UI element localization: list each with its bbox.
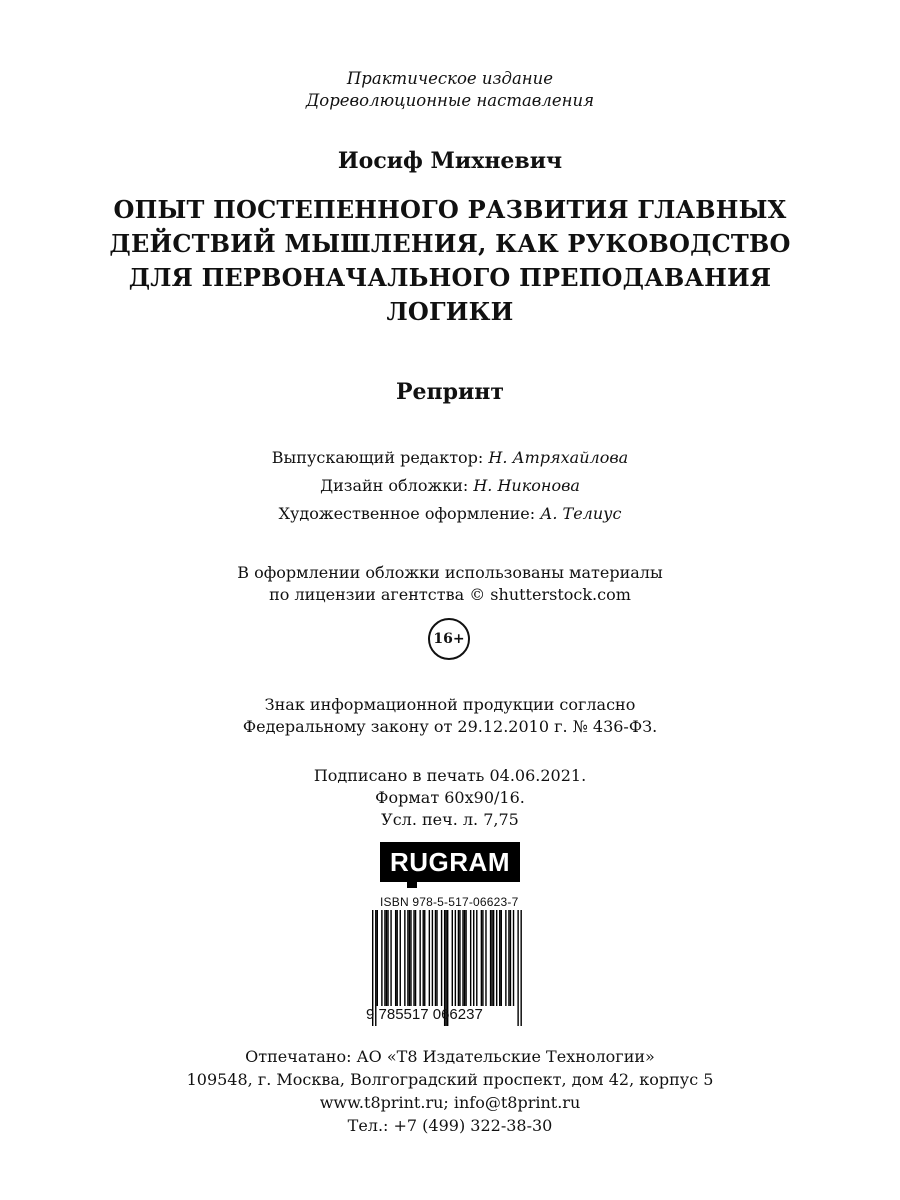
barcode-bar	[473, 910, 474, 1006]
barcode-bar	[517, 910, 518, 1026]
barcode-bar	[481, 910, 482, 1006]
credit-row	[0, 500, 900, 528]
barcode-bar	[465, 910, 466, 1006]
barcode-bar	[464, 910, 465, 1006]
credit-role: Дизайн обложки:	[320, 476, 474, 495]
age-rating-badge: 16+	[428, 618, 470, 660]
barcode-bar	[435, 910, 436, 1006]
author-name: Иосиф Михневич	[337, 148, 563, 174]
barcode-bar	[395, 910, 396, 1006]
barcode-bar	[423, 910, 424, 1006]
barcode-bar	[491, 910, 492, 1006]
barcode-bar	[436, 910, 437, 1006]
barcode-bar	[410, 910, 411, 1006]
barcode-bar	[390, 910, 391, 1006]
credits-block	[0, 444, 900, 528]
barcode-bar	[387, 910, 388, 1006]
series-line: Дореволюционные наставления	[305, 91, 595, 110]
barcode-bar	[404, 910, 405, 1006]
barcode-bar	[520, 910, 521, 1026]
printer-info	[0, 1045, 900, 1137]
barcode-bar	[505, 910, 506, 1006]
barcode-bar	[413, 910, 414, 1006]
credit-role: Выпускающий редактор:	[271, 448, 489, 467]
barcode-bar	[424, 910, 425, 1006]
note-line: В оформлении обложки использованы материалы	[237, 563, 663, 582]
title-line: ОПЫТ ПОСТЕПЕННОГО РАЗВИТИЯ ГЛАВНЫХ	[113, 195, 787, 224]
barcode-bar	[482, 910, 483, 1006]
barcode-bar	[510, 910, 511, 1006]
barcode-bar	[508, 910, 509, 1006]
reprint-label: Репринт	[395, 379, 505, 405]
law-note	[0, 694, 900, 738]
barcode-bar	[501, 910, 502, 1006]
credit-name: А. Телиус	[540, 504, 622, 523]
barcode-bar	[485, 910, 486, 1006]
barcode-bar	[490, 910, 491, 1006]
note-line: Федеральному закону от 29.12.2010 г. № 436-ФЗ.	[242, 717, 658, 736]
barcode-bar	[381, 910, 382, 1006]
publisher-logo-tab	[407, 880, 417, 888]
barcode-digits: 9 785517 066237	[366, 1006, 483, 1023]
barcode-bar	[459, 910, 460, 1006]
barcode-bar	[513, 910, 514, 1006]
barcode-bar	[493, 910, 494, 1006]
note-line: Знак информационной продукции согласно	[264, 695, 636, 714]
barcode-bar	[396, 910, 397, 1006]
barcode-bar	[455, 910, 456, 1006]
barcode-bar	[415, 910, 416, 1006]
publisher-logo: RUGRAM	[380, 842, 520, 882]
barcode-bar	[462, 910, 463, 1006]
barcode-bar	[386, 910, 387, 1006]
barcode-bar	[452, 910, 453, 1006]
print-info	[0, 765, 900, 831]
book-title	[0, 193, 900, 329]
series-line: Практическое издание	[346, 69, 554, 88]
barcode-bar	[377, 910, 378, 1006]
cover-license-note	[0, 562, 900, 606]
barcode-bar	[407, 910, 408, 1006]
printer-name: Отпечатано: АО «Т8 Издательские Технологии»	[245, 1047, 655, 1066]
printer-phone: Тел.: +7 (499) 322-38-30	[347, 1116, 553, 1135]
isbn-label: ISBN 978-5-517-06623-7	[380, 895, 519, 909]
print-signed: Подписано в печать 04.06.2021.	[313, 766, 587, 785]
barcode-bar	[429, 910, 430, 1006]
barcode-bar	[400, 910, 401, 1006]
printer-web: www.t8print.ru; info@t8print.ru	[319, 1093, 581, 1112]
barcode-bar	[476, 910, 477, 1006]
credit-role: Художественное оформление:	[278, 504, 541, 523]
credit-row	[0, 444, 900, 472]
barcode-bar	[470, 910, 471, 1006]
barcode-bar	[441, 910, 442, 1006]
barcode-bar	[458, 910, 459, 1006]
barcode-bar	[496, 910, 497, 1006]
barcode-bar	[499, 910, 500, 1006]
title-line: ЛОГИКИ	[386, 297, 514, 326]
barcode-bar	[432, 910, 433, 1006]
barcode-bar	[384, 910, 385, 1006]
print-format: Формат 60x90/16.	[375, 788, 525, 807]
series-block	[0, 68, 900, 112]
printer-address: 109548, г. Москва, Волгоградский проспект, дом 42, корпус 5	[186, 1070, 714, 1089]
barcode-bar	[409, 910, 410, 1006]
credit-name: Н. Никонова	[473, 476, 580, 495]
title-line: ДЕЙСТВИЙ МЫШЛЕНИЯ, КАК РУКОВОДСТВО	[109, 229, 791, 258]
print-sheets: Усл. печ. л. 7,75	[381, 810, 519, 829]
credit-row	[0, 472, 900, 500]
credit-name: Н. Атряхайлова	[488, 448, 629, 467]
title-line: ДЛЯ ПЕРВОНАЧАЛЬНОГО ПРЕПОДАВАНИЯ	[128, 263, 772, 292]
barcode-bar	[419, 910, 420, 1006]
note-line: по лицензии агентства © shutterstock.com	[269, 585, 631, 604]
